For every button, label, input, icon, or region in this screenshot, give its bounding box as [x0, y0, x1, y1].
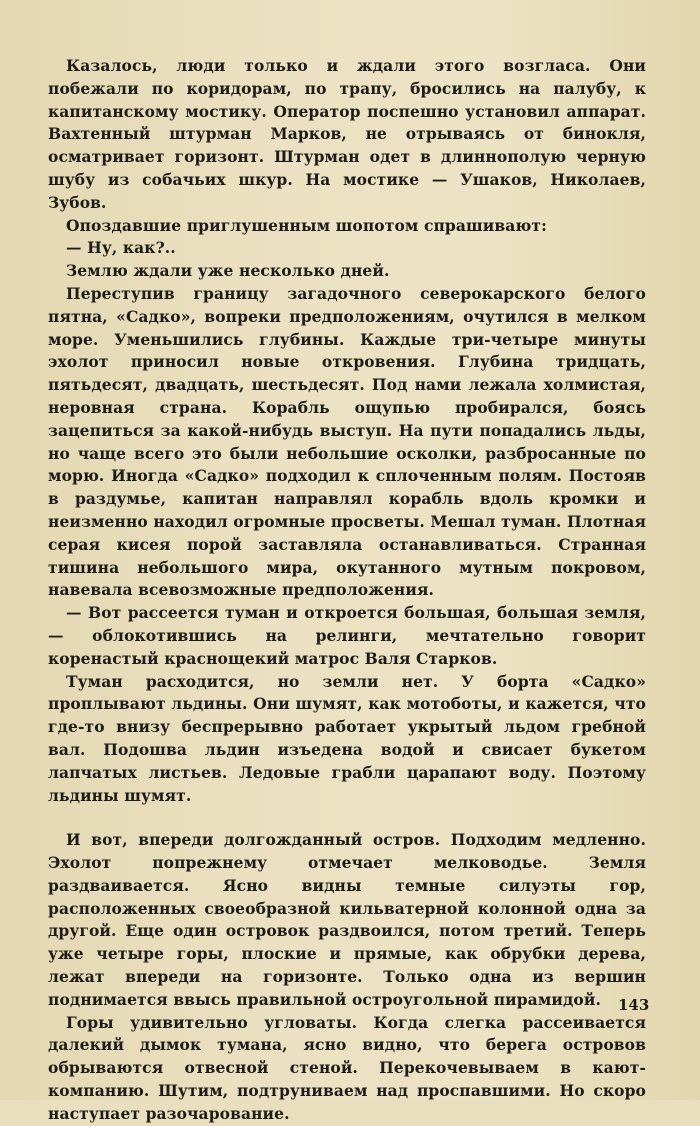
paragraph: — Ну, как?.. — [66, 238, 176, 258]
page-number: 143 — [618, 996, 650, 1014]
paragraph: Казалось, люди только и ждали этого возгласа. Они побежали по коридорам, по трапу, бросились на палубу, к капитанскому мостику. Оператор поспешно установил аппарат. Вахтенный штурман Марков, не отрываясь от бинокля, осматривает горизонт. Штурман одет в длиннополую черную шубу из собачьих шкур. На мостике — Ушаков, Николаев, Зубов. — [48, 56, 646, 212]
paragraph: Туман расходится, но земли нет. У борта «Садко» проплывают льдины. Они шумят, как мотоботы, и кажется, что где-то внизу беспрерывно работает укрытый льдом гребной вал. Подошва льдин изъедена водой и свисает букетом лапчатых листьев. Ледовые грабли царапают воду. Поэтому льдины шумят. — [48, 671, 646, 805]
paragraph: Переступив границу загадочного северокарского белого пятна, «Садко», вопреки предположениям, очутился в мелком море. Уменьшились глубины. Каждые три-четыре минуты эхолот приносил новые откровения. Глубина тридцать, пятьдесят, двадцать, шестьдесят. Под нами лежала холмистая, неровная страна. Корабль ощупью пробирался, боясь зацепиться за какой-нибудь выступ. На пути попадались льды, но чаще всего это были небольшие осколки, разбросанные по морю. Иногда «Садко» подходил к сплоченным полям. Постояв в раздумье, капитан направлял корабль вдоль кромки и неизменно находил огромные просветы. Мешал туман. Плотная серая кисея порой заставляла останавливаться. Странная тишина небольшого мира, окутанного мутным покровом, навевала всевозможные предположения. — [48, 283, 646, 600]
paragraph: Землю ждали уже несколько дней. — [66, 261, 390, 281]
paragraph: — Вот рассеется туман и откроется большая, большая земля, — облокотившись на релинги, мечтательно говорит коренастый краснощекий матрос Валя Старков. — [48, 603, 646, 668]
body-text — [48, 55, 646, 1126]
paragraph: И вот, впереди долгожданный остров. Подходим медленно. Эхолот попрежнему отмечает мелководье. Земля раздваивается. Ясно видны темные силуэты гор, расположенных своеобразной кильватерной колонной одна за другой. Еще один островок раздвоился, потом третий. Теперь уже четыре горы, плоские и прямые, как обрубки дерева, лежат впереди на горизонте. Только одна из вершин поднимается ввысь правильной остроугольной пирамидой. — [48, 830, 646, 1009]
paragraph: Горы удивительно угловаты. Когда слегка рассеивается далекий дымок тумана, ясно видно, что берега островов обрываются отвесной стеной. Перекочевываем в кают-компанию. Шутим, подтруниваем над проспавшими. Но скоро наступает разочарование. — [48, 1012, 646, 1123]
paragraph: Опоздавшие приглушенным шопотом спрашивают: — [66, 215, 547, 235]
